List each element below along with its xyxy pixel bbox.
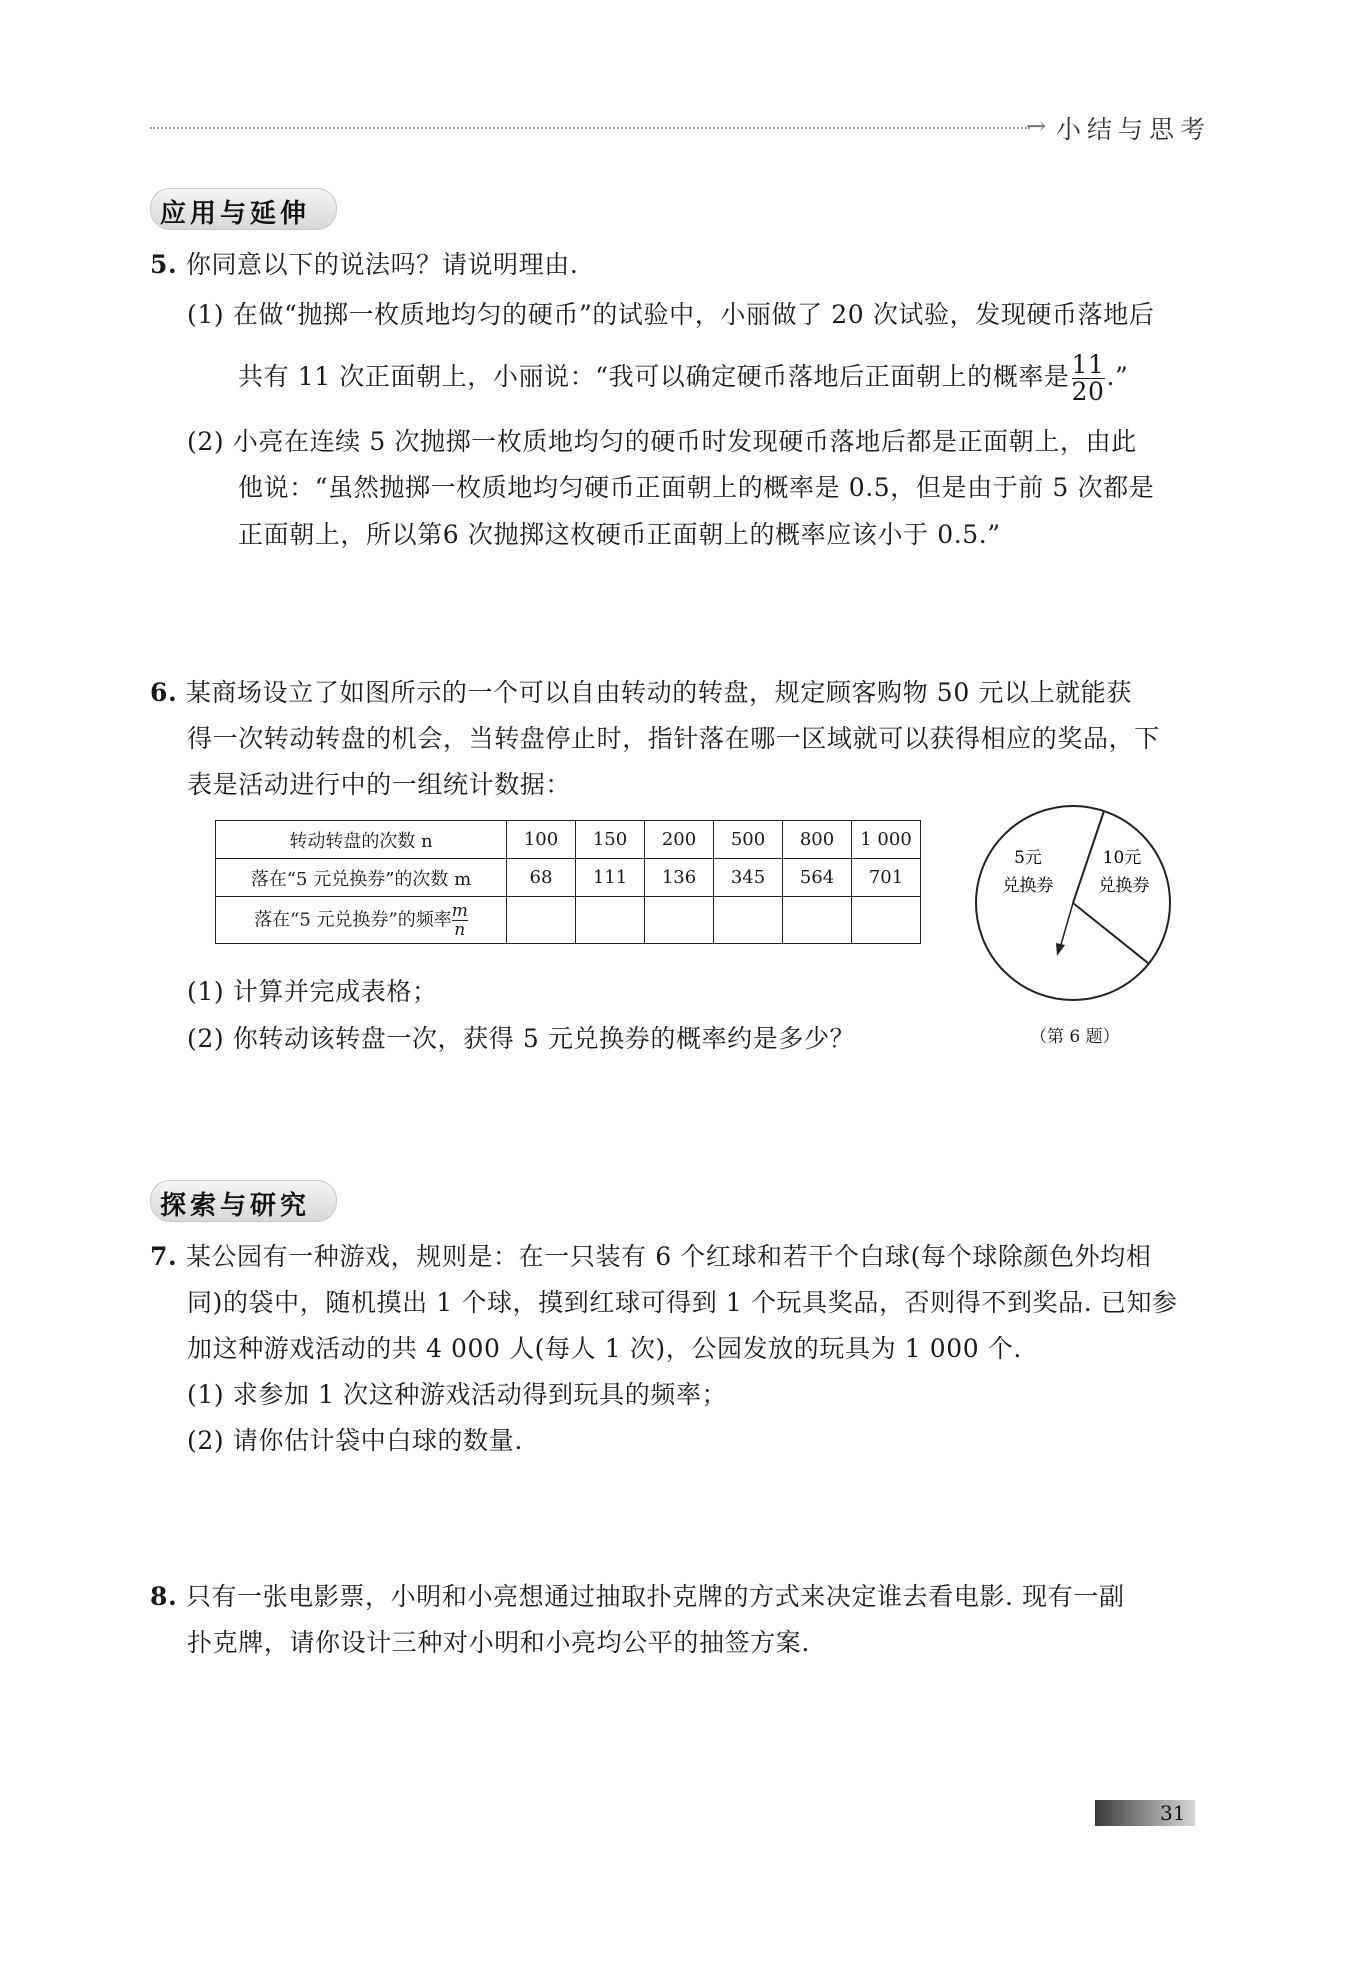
spinner-diagram (968, 798, 1178, 1008)
table-cell: 68 (507, 859, 576, 897)
spinner-left-label: 兑换券 (1002, 876, 1054, 896)
table-row-header: 落在“5 元兑换券”的次数 m (216, 859, 507, 897)
question-7-line2: 同)的袋中，随机摸出 1 个球，摸到红球可得到 1 个玩具奖品，否则得不到奖品. 已知参 (187, 1288, 1178, 1317)
q5-part1-line1 (187, 300, 1154, 330)
question-number: 5. (150, 250, 178, 279)
figure-caption: （第 6 题） (1030, 1027, 1120, 1047)
table-cell: 800 (783, 821, 852, 859)
q6-part1: (1) 计算并完成表格； (187, 977, 438, 1006)
question-6-line3: 表是活动进行中的一组统计数据： (187, 770, 572, 799)
q5-part2-line3: 正面朝上，所以第6 次抛掷这枚硬币正面朝上的概率应该小于 0.5.” (238, 520, 1001, 549)
question-number: 8. (150, 1582, 178, 1611)
table-cell: 111 (576, 859, 645, 897)
row-label-text: 落在“5 元兑换券”的频率 (254, 909, 452, 930)
table-cell: 500 (714, 821, 783, 859)
table-cell: 100 (507, 821, 576, 859)
question-8-line2: 扑克牌，请你设计三种对小明和小亮均公平的抽签方案. (187, 1628, 810, 1657)
question-6-line2: 得一次转动转盘的机会，当转盘停止时，指针落在哪一区域就可以获得相应的奖品，下 (187, 724, 1160, 753)
q5-part2-line2: 他说：“虽然抛掷一枚质地均匀硬币正面朝上的概率是 0.5，但是由于前 5 次都是 (238, 473, 1155, 502)
page-number: 31 (1160, 1801, 1186, 1825)
question-6-line1 (150, 678, 1132, 708)
spinner-left-amount: 5元 (1014, 848, 1042, 868)
question-text: 某公园有一种游戏，规则是：在一只装有 6 个红球和若干个白球(每个球除颜色外均相 (185, 1242, 1152, 1271)
header-title: 小结与思考 (1056, 115, 1212, 144)
section-title-apply: 应用与延伸 (160, 199, 311, 229)
table-cell: 136 (645, 859, 714, 897)
fraction-denominator: 20 (1071, 377, 1105, 406)
table-row-header: 转动转盘的次数 n (216, 821, 507, 859)
part-text: 小亮在连续 5 次抛掷一枚质地均匀的硬币时发现硬币落地后都是正面朝上，由此 (232, 427, 1137, 456)
header-dotted-rule (150, 127, 1030, 129)
spinner-divider-bottom (1073, 903, 1148, 963)
part-text: 在做“抛掷一枚质地均匀的硬币”的试验中，小丽做了 20 次试验，发现硬币落地后 (232, 300, 1155, 329)
table-cell: 1 000 (852, 821, 921, 859)
table-cell-empty[interactable] (507, 897, 576, 944)
table-cell-empty[interactable] (783, 897, 852, 944)
question-number: 6. (150, 678, 178, 707)
fraction-m-over-n (452, 902, 468, 939)
question-5-intro (150, 250, 578, 280)
table-cell: 564 (783, 859, 852, 897)
fraction-11-20 (1072, 352, 1105, 405)
q5-part2-line1 (187, 427, 1137, 457)
table-cell-empty[interactable] (645, 897, 714, 944)
question-8-line1 (150, 1582, 1125, 1612)
question-7-line3: 加这种游戏活动的共 4 000 人(每人 1 次)，公园发放的玩具为 1 000 个. (187, 1334, 1022, 1363)
question-text: 某商场设立了如图所示的一个可以自由转动的转盘，规定顾客购物 50 元以上就能获 (185, 678, 1132, 707)
question-7-line1 (150, 1242, 1151, 1272)
part-label: (2) (187, 427, 225, 456)
table-cell-empty[interactable] (576, 897, 645, 944)
question-number: 7. (150, 1242, 178, 1271)
spinner-pointer (1060, 903, 1073, 948)
part-text-end: .” (1106, 362, 1129, 391)
table-cell: 200 (645, 821, 714, 859)
fraction-denominator: n (452, 920, 468, 939)
part-label: (1) (187, 300, 225, 329)
table-cell-empty[interactable] (714, 897, 783, 944)
q5-part1-line2 (238, 352, 1128, 405)
spinner-right-label: 兑换券 (1098, 876, 1150, 896)
header-arrow-icon: → (1026, 112, 1047, 140)
q6-part2: (2) 你转动该转盘一次，获得 5 元兑换券的概率约是多少？ (187, 1024, 856, 1053)
part-text: 共有 11 次正面朝上，小丽说：“我可以确定硬币落地后正面朝上的概率是 (238, 362, 1070, 391)
table-cell: 150 (576, 821, 645, 859)
q7-part2: (2) 请你估计袋中白球的数量. (187, 1426, 523, 1455)
section-title-explore: 探索与研究 (160, 1191, 311, 1221)
statistics-table (215, 820, 921, 944)
table-cell: 701 (852, 859, 921, 897)
table-cell: 345 (714, 859, 783, 897)
question-text: 你同意以下的说法吗？请说明理由. (185, 250, 579, 279)
table-cell-empty[interactable] (852, 897, 921, 944)
fraction-numerator: 11 (1071, 350, 1105, 379)
fraction-numerator: m (451, 900, 468, 921)
spinner-right-amount: 10元 (1102, 848, 1142, 868)
question-text: 只有一张电影票，小明和小亮想通过抽取扑克牌的方式来决定谁去看电影. 现有一副 (185, 1582, 1125, 1611)
table-row-header (216, 897, 507, 944)
q7-part1: (1) 求参加 1 次这种游戏活动得到玩具的频率； (187, 1380, 728, 1409)
pointer-arrowhead-icon (1056, 943, 1065, 956)
